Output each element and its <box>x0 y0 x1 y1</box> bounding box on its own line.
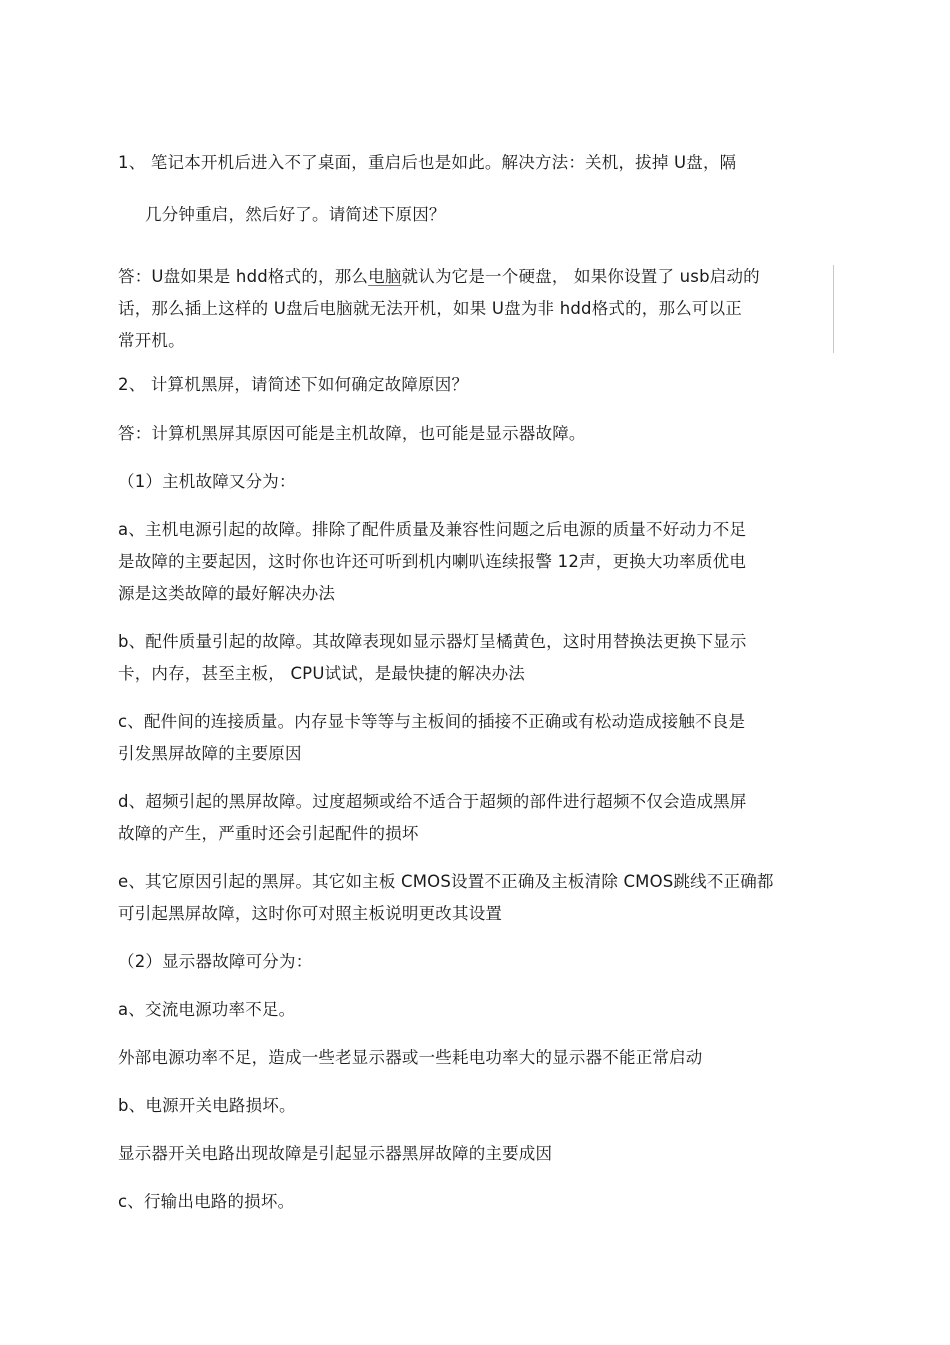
answer-1-line-1 <box>118 267 760 287</box>
answer-1-line-2: 话，那么插上这样的 U盘后电脑就无法开机，如果 U盘为非 hdd格式的，那么可以正 <box>118 299 742 318</box>
sec2-item-a-desc: 外部电源功率不足，造成一些老显示器或一些耗电功率大的显示器不能正常启动 <box>118 1048 703 1067</box>
answer-1-underlined-word: 电脑 <box>368 267 402 286</box>
sec2-item-a-title: a、交流电源功率不足。 <box>118 1000 296 1019</box>
item-d-line-2: 故障的产生，严重时还会引起配件的损坏 <box>118 824 419 843</box>
question-1-line-2: 几分钟重启，然后好了。请简述下原因？ <box>145 205 446 224</box>
item-c-line-2: 引发黑屏故障的主要原因 <box>118 744 302 763</box>
item-b-line-2: 卡，内存，甚至主板， CPU试试，是最快捷的解决办法 <box>118 664 525 683</box>
answer-2-intro: 答：计算机黑屏其原因可能是主机故障，也可能是显示器故障。 <box>118 424 586 443</box>
answer-1-line-1-after: 就认为它是一个硬盘， 如果你设置了 usb启动的 <box>401 267 760 286</box>
question-1-line-1: 1、 笔记本开机后进入不了桌面，重启后也是如此。解决方法：关机，拔掉 U盘，隔 <box>118 153 737 172</box>
item-a-line-2: 是故障的主要起因，这时你也许还可听到机内喇叭连续报警 12声，更换大功率质优电 <box>118 552 747 571</box>
item-b-line-1: b、配件质量引起的故障。其故障表现如显示器灯呈橘黄色，这时用替换法更换下显示 <box>118 632 747 651</box>
answer-1-line-1-before: 答：U盘如果是 hdd格式的，那么 <box>118 267 369 286</box>
margin-bar <box>833 265 834 353</box>
sec2-item-c-title: c、行输出电路的损坏。 <box>118 1192 295 1211</box>
sec2-item-b-title: b、电源开关电路损坏。 <box>118 1096 296 1115</box>
question-2: 2、 计算机黑屏，请简述下如何确定故障原因？ <box>118 375 469 394</box>
item-c-line-1: c、配件间的连接质量。内存显卡等等与主板间的插接不正确或有松动造成接触不良是 <box>118 712 746 731</box>
section-2-heading: （2）显示器故障可分为： <box>118 952 313 971</box>
section-1-heading: （1）主机故障又分为： <box>118 472 296 491</box>
item-d-line-1: d、超频引起的黑屏故障。过度超频或给不适合于超频的部件进行超频不仅会造成黑屏 <box>118 792 747 811</box>
item-e-line-1: e、其它原因引起的黑屏。其它如主板 CMOS设置不正确及主板清除 CMOS跳线不正确都 <box>118 872 774 891</box>
answer-1-line-3: 常开机。 <box>118 331 185 350</box>
item-e-line-2: 可引起黑屏故障，这时你可对照主板说明更改其设置 <box>118 904 503 923</box>
item-a-line-1: a、主机电源引起的故障。排除了配件质量及兼容性问题之后电源的质量不好动力不足 <box>118 520 747 539</box>
sec2-item-b-desc: 显示器开关电路出现故障是引起显示器黑屏故障的主要成因 <box>118 1144 553 1163</box>
item-a-line-3: 源是这类故障的最好解决办法 <box>118 584 336 603</box>
